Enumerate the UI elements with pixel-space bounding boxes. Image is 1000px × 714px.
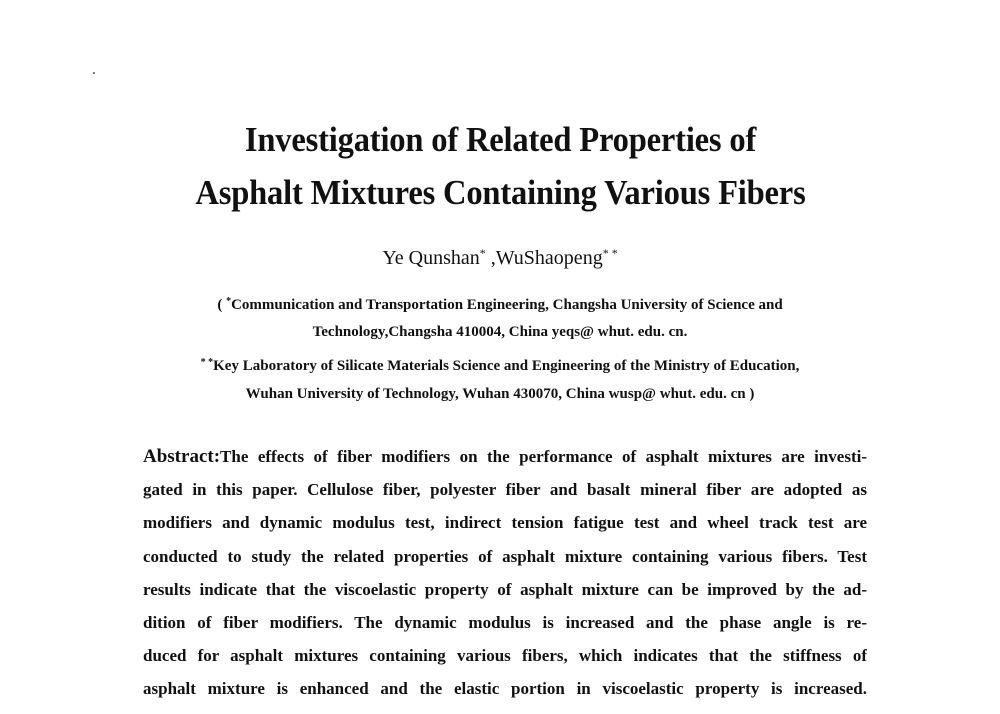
author-1-mark: * (479, 246, 486, 260)
affiliation-line-2: Technology,Changsha 410004, China yeqs@ whut. edu. cn. (312, 324, 688, 340)
affiliation-1-mark: * (226, 296, 232, 307)
affiliation-2-text: Key Laboratory of Silicate Materials Science and Engineering of the Ministry of Education, (213, 358, 800, 374)
affiliation-2-mark: * * (200, 357, 214, 368)
author-1-name: Ye Qunshan (382, 247, 480, 269)
abstract-line (143, 446, 867, 479)
abstract-line: asphalt mixture is enhanced and the elastic portion in viscoelastic property is increased. (143, 679, 867, 699)
abstract-line: results indicate that the viscoelastic property of asphalt mixture can be improved by the ad- (143, 579, 867, 599)
abstract-block (143, 446, 867, 712)
abstract-line-text: The effects of fiber modifiers on the performance of asphalt mixtures are investi- (220, 447, 867, 466)
affiliation-1-text: Communication and Transportation Engineering, Changsha University of Science and (231, 297, 783, 313)
abstract-line: modifiers and dynamic modulus test, indirect tension fatigue test and wheel track test are (143, 513, 867, 533)
abstract-line: duced for asphalt mixtures containing various fibers, which indicates that the stiffness of (143, 646, 867, 666)
affiliation-line-4: Wuhan University of Technology, Wuhan 430070, China wusp@ whut. edu. cn ) (245, 386, 755, 402)
paper-title-line-1: Investigation of Related Properties of (244, 120, 757, 159)
paper-title-line-2: Asphalt Mixtures Containing Various Fibers (195, 173, 806, 212)
affiliation-line-3 (0, 353, 1000, 376)
abstract-line: dition of fiber modifiers. The dynamic modulus is increased and the phase angle is re- (143, 612, 867, 632)
scan-speck (93, 72, 95, 74)
author-2-mark: * * (602, 246, 618, 260)
author-2-name: WuShaopeng (495, 247, 603, 269)
affiliation-line-1 (0, 292, 1000, 315)
abstract-line: gated in this paper. Cellulose fiber, polyester fiber and basalt mineral fiber are adopted as (143, 480, 867, 500)
author-separator: , (485, 247, 496, 269)
affiliation-open-paren: ( (217, 297, 223, 313)
author-line (0, 240, 1000, 271)
abstract-line: conducted to study the related properties of asphalt mixture containing various fibers. Test (143, 546, 867, 566)
abstract-label: Abstract: (143, 446, 221, 467)
